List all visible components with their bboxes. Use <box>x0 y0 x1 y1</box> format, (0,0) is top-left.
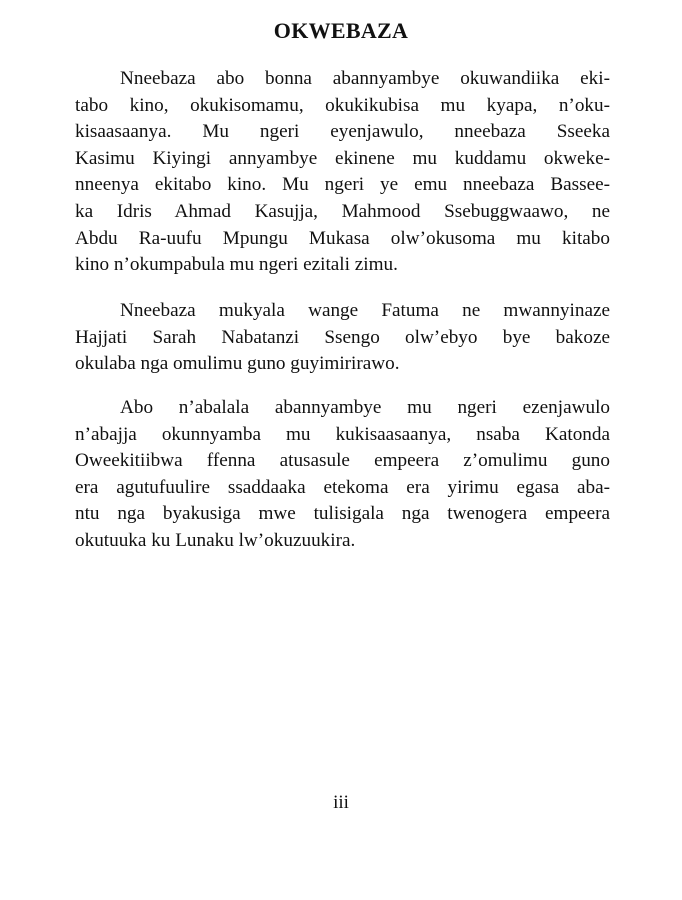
text-line: Nneebaza mukyala wange Fatuma ne mwannyinaze <box>120 300 610 321</box>
text-line: nneenya ekitabo kino. Mu ngeri ye emu nneebaza Bassee- <box>75 174 610 196</box>
text-line: ntu nga byakusiga mwe tulisigala nga twenogera empeera <box>75 503 610 525</box>
text-line: kisaasaanya. Mu ngeri eyenjawulo, nneebaza Sseeka <box>75 121 610 143</box>
text-line: era agutufuulire ssaddaaka etekoma era yirimu egasa aba- <box>75 476 610 498</box>
text-line: okutuuka ku Lunaku lw’okuzuukira. <box>75 529 356 551</box>
text-line: Hajjati Sarah Nabatanzi Ssengo olw’ebyo bye bakoze <box>75 326 610 348</box>
text-line: Kasimu Kiyingi annyambye ekinene mu kuddamu okweke- <box>75 147 610 169</box>
page-title: OKWEBAZA <box>273 18 409 43</box>
text-line: ka Idris Ahmad Kasujja, Mahmood Ssebuggwaawo, ne <box>75 200 610 222</box>
paragraph-1 <box>75 66 610 279</box>
paragraph-3 <box>75 395 610 555</box>
paragraph-2 <box>75 298 610 378</box>
text-line: Oweekitiibwa ffenna atusasule empeera z’omulimu guno <box>75 450 610 472</box>
text-line: tabo kino, okukisomamu, okukikubisa mu kyapa, n’oku- <box>75 94 610 116</box>
text-line: okulaba nga omulimu guno guyimirirawo. <box>75 353 400 375</box>
text-line: Abdu Ra-uufu Mpungu Mukasa olw’okusoma mu kitabo <box>75 227 610 249</box>
text-line: n’abajja okunnyamba mu kukisaasaanya, nsaba Katonda <box>75 423 610 445</box>
text-line: Abo n’abalala abannyambye mu ngeri ezenjawulo <box>120 397 610 418</box>
page-number: iii <box>333 792 349 813</box>
text-line: Nneebaza abo bonna abannyambye okuwandiika eki- <box>120 68 610 89</box>
text-line: kino n’okumpabula mu ngeri ezitali zimu. <box>75 254 398 276</box>
